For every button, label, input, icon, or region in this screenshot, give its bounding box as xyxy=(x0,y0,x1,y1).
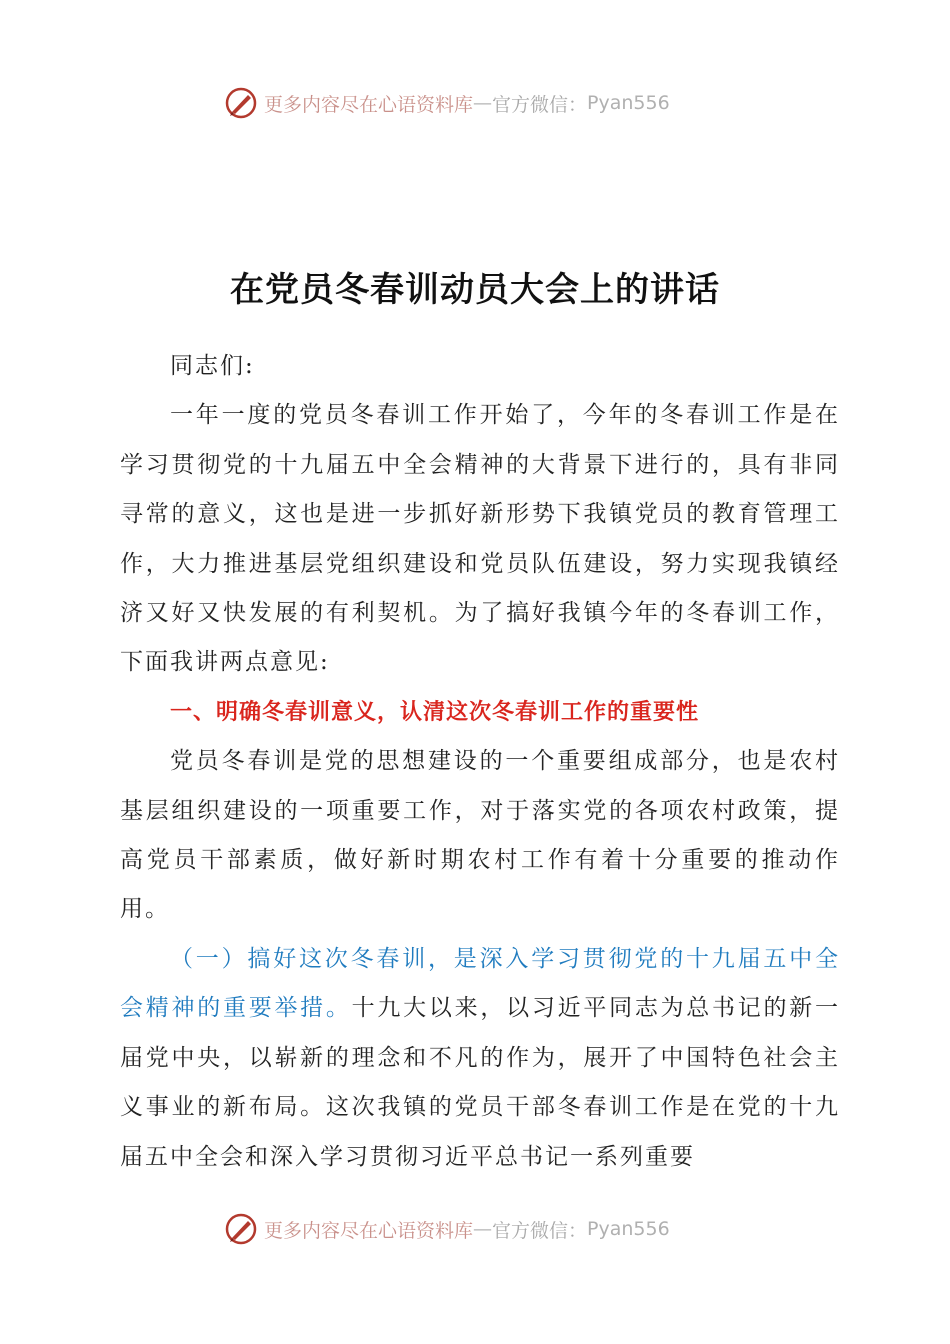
watermark-text: 更多内容尽在心语资料库 xyxy=(264,1219,474,1242)
watermark-id: Pyan556 xyxy=(587,1218,670,1240)
paragraph-3-text: 十九大以来，以习近平同志为总书记的新一届党中央，以崭新的理念和不凡的作为，展开了中国特色社会主义事业的新布局。这次我镇的党员干部冬春训工作是在党的十九届五中全会和深入学习贯彻习近平总书记一系列重要 xyxy=(120,995,841,1170)
pen-logo-icon xyxy=(224,86,258,120)
watermark-label: 官方微信： xyxy=(492,1219,588,1242)
watermark-separator: — xyxy=(473,1218,493,1240)
paragraph-2: 党员冬春训是党的思想建设的一个重要组成部分，也是农村基层组织建设的一项重要工作，对于落实党的各项农村政策，提高党员干部素质，做好新时期农村工作有着十分重要的推动作用。 xyxy=(120,748,840,923)
document-title: 在党员冬春训动员大会上的讲话 xyxy=(230,270,720,310)
subheading-1: （一）搞好这次冬春训，是深入学习贯彻党的十九届五中全会精神的重要举措。 xyxy=(120,945,840,1022)
salutation: 同志们: xyxy=(170,353,255,379)
watermark-label: 官方微信： xyxy=(492,93,588,116)
intro-paragraph: 一年一度的党员冬春训工作开始了，今年的冬春训工作是在学习贯彻党的十九届五中全会精神的大背景下进行的，具有非同寻常的意义，这也是进一步抓好新形势下我镇党员的教育管理工作，大力推进基层党组织建设和党员队伍建设，努力实现我镇经济又好又快发展的有利契机。为了搞好我镇今年的冬春训工作，下面我讲两点意见: xyxy=(120,402,840,676)
document-body xyxy=(120,342,840,1182)
section-heading-1: 一、明确冬春训意义，认清这次冬春训工作的重要性 xyxy=(170,699,700,725)
watermark-header xyxy=(224,86,670,120)
paragraph-3 xyxy=(120,935,840,1182)
watermark-footer xyxy=(224,1212,670,1246)
watermark-separator: — xyxy=(473,92,493,114)
watermark-id: Pyan556 xyxy=(587,92,670,114)
pen-logo-icon xyxy=(224,1212,258,1246)
watermark-text: 更多内容尽在心语资料库 xyxy=(264,93,474,116)
